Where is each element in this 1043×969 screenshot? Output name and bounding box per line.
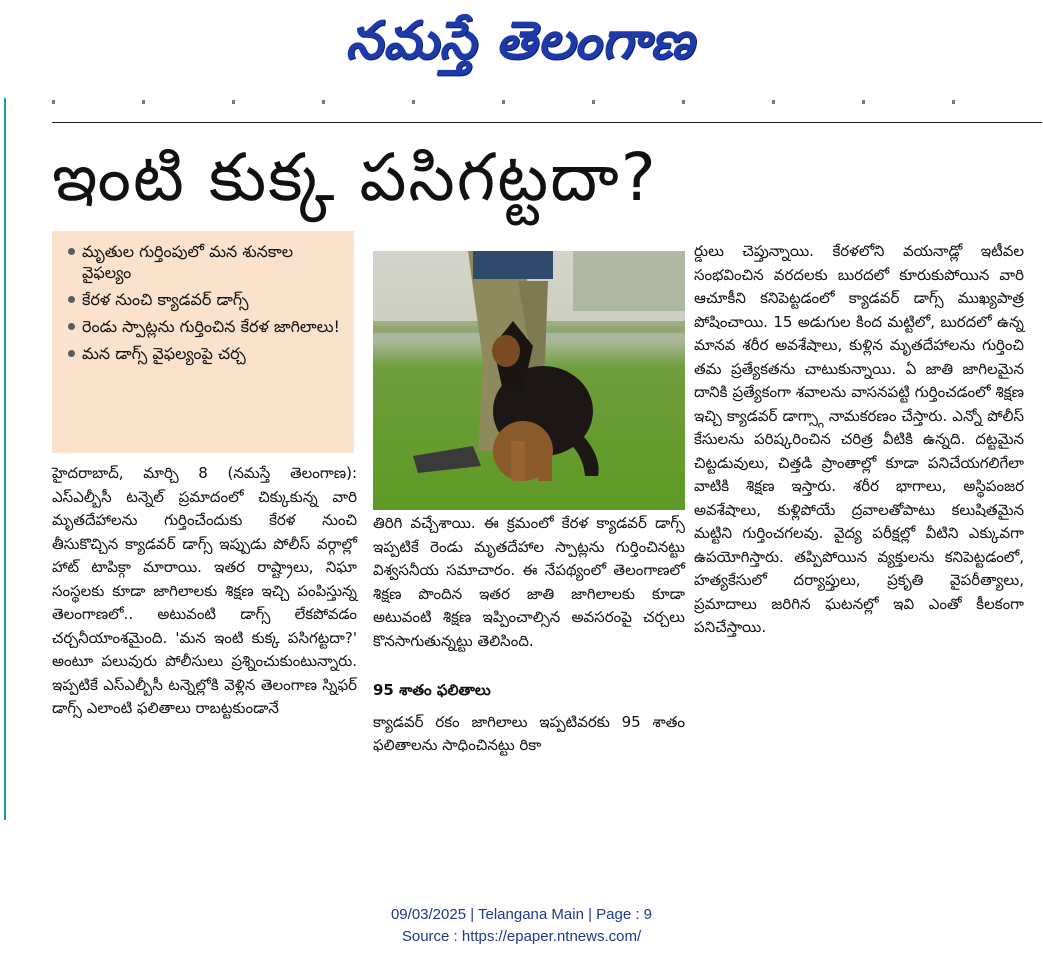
article-column-2 xyxy=(373,512,685,758)
highlights-box xyxy=(52,231,354,453)
article-photo xyxy=(373,251,685,510)
footer-date-page: 09/03/2025 | Telangana Main | Page : 9 xyxy=(390,906,653,923)
article-paragraph: ర్డులు చెప్తున్నాయి. కేరళలోని వయనాడ్లో ఇటీవల సంభవించిన వరదలకు బురదలో కూరుకుపోయిన వారి ఆచూకీని కనిపెట్టడంలో క్యాడవర్ డాగ్స్ ముఖ్యపాత్ర పోషించాయి. 15 అడుగుల కింద మట్టిలో, బురదలో ఉన్న మానవ శరీర అవశేషాలు, కుళ్లిన మృతదేహాలను గుర్తించి తమ ప్రత్యేకతను చాటుకున్నాయి. ఏ జాతి జాగిలమైన దానికి ప్రత్యేకంగా శవాలను వాసనపట్టి గుర్తించడంలో శిక్షణ ఇచ్చి క్యాడవర్ డాగ్స్గా నామకరణం చేస్తారు. ఎన్నో పోలీస్ కేసులను పరిష్కరించిన చరిత్ర వీటికి ఉన్నది. దట్టమైన చిట్టడువులు, చిత్తడి ప్రాంతాల్లో కూడా పనిచేయగలిగేలా వాటికి శిక్షణ ఇస్తారు. శరీర భాగాలు, అస్థిపంజర అవశేషాలు, కుళ్లిపోయే ద్రవాలతోపాటు కలుషితమైన మట్టిని గుర్తించగలవు. వైద్య పరీక్షల్లో వీటిని ఎక్కువగా ఉపయోగిస్తారు. తప్పిపోయిన వ్యక్తులను కనిపెట్టడంలో, హత్యకేసులో దర్యాప్తులు, ప్రకృతి వైపరీత్యాలు, ప్రమాదాలు జరిగిన ఘటనల్లో ఇవి ఎంతో కీలకంగా పనిచేస్తాయి. xyxy=(694,242,1024,636)
bullet-icon xyxy=(68,248,75,255)
highlight-item xyxy=(68,316,344,337)
article-subheading: 95 శాతం ఫలితాలు xyxy=(373,681,491,699)
left-margin-rule xyxy=(4,98,6,820)
footer-source: Source : https://epaper.ntnews.com/ xyxy=(401,928,642,945)
highlight-text: మన డాగ్స్ వైఫల్యంపై చర్చ xyxy=(82,344,246,363)
article-column-1 xyxy=(52,462,357,721)
article-paragraph: హైదరాబాద్, మార్చి 8 (నమస్తే తెలంగాణ): ఎస్ఎల్బీసీ టన్నెల్ ప్రమాదంలో చిక్కుకున్న వారి మృతదేహాలను గుర్తించేందుకు కేరళ నుంచి తీసుకొచ్చిన క్యాడవర్ డాగ్స్ ఇప్పుడు పోలీస్ వర్గాల్లో హాట్ టాపిక్గా మారాయి. ఇతర రాష్ట్రాలు, నిఘా సంస్థలకు కూడా జాగిలాలకు శిక్షణ ఇచ్చి పంపిస్తున్న తెలంగాణలో.. అటువంటి డాగ్స్ లేకపోవడం చర్చనీయాంశమైంది. 'మన ఇంటి కుక్క పసిగట్టదా?' అంటూ పలువురు పోలీసులు ప్రశ్నించుకుంటున్నారు. ఇప్పటికే ఎస్ఎల్బీసీ టన్నెల్లోకి వెళ్లిన తెలంగాణ స్నిఫర్ డాగ్స్ ఎలాంటి ఫలితాలు రాబట్టకుండానే xyxy=(52,464,357,717)
highlight-item xyxy=(68,343,344,364)
dog-photo-illustration xyxy=(373,251,685,510)
highlight-item xyxy=(68,241,344,283)
highlight-text: రెండు స్పాట్లను గుర్తించిన కేరళ జాగిలాలు! xyxy=(82,317,340,336)
highlights-list xyxy=(52,231,354,364)
bullet-icon xyxy=(68,350,75,357)
article-paragraph: తిరిగి వచ్చేశాయి. ఈ క్రమంలో కేరళ క్యాడవర్ డాగ్స్ ఇప్పటికే రెండు మృతదేహాల స్పాట్లను గుర్తించినట్టు విశ్వసనీయ సమాచారం. ఈ నేపథ్యంలో తెలంగాణలో శిక్షణ పొందిన ఇతర జాతి జాగిలాలకు కూడా అటువంటి శిక్షణ ఇప్పించాల్సిన అవసరంపై చర్చలు కొనసాగుతున్నట్టు తెలిసింది. xyxy=(373,514,685,650)
article-column-3 xyxy=(694,240,1024,640)
highlight-text: కేరళ నుంచి క్యాడవర్ డాగ్స్ xyxy=(82,290,249,309)
highlight-item xyxy=(68,289,344,310)
bullet-icon xyxy=(68,323,75,330)
page-footer xyxy=(0,904,1043,948)
masthead-title: నమస్తే తెలంగాణ xyxy=(345,11,695,71)
article-headline: ఇంటి కుక్క పసిగట్టదా? xyxy=(52,139,658,216)
masthead xyxy=(0,0,1043,92)
bullet-icon xyxy=(68,296,75,303)
article-paragraph: క్యాడవర్ రకం జాగిలాలు ఇప్పటివరకు 95 శాతం ఫలితాలను సాధించినట్టు రికా xyxy=(373,712,685,754)
header-rule xyxy=(52,122,1042,123)
highlight-text: మృతుల గుర్తింపులో మన శునకాల వైఫల్యం xyxy=(82,242,294,282)
header-dotted-rule xyxy=(52,100,1042,104)
